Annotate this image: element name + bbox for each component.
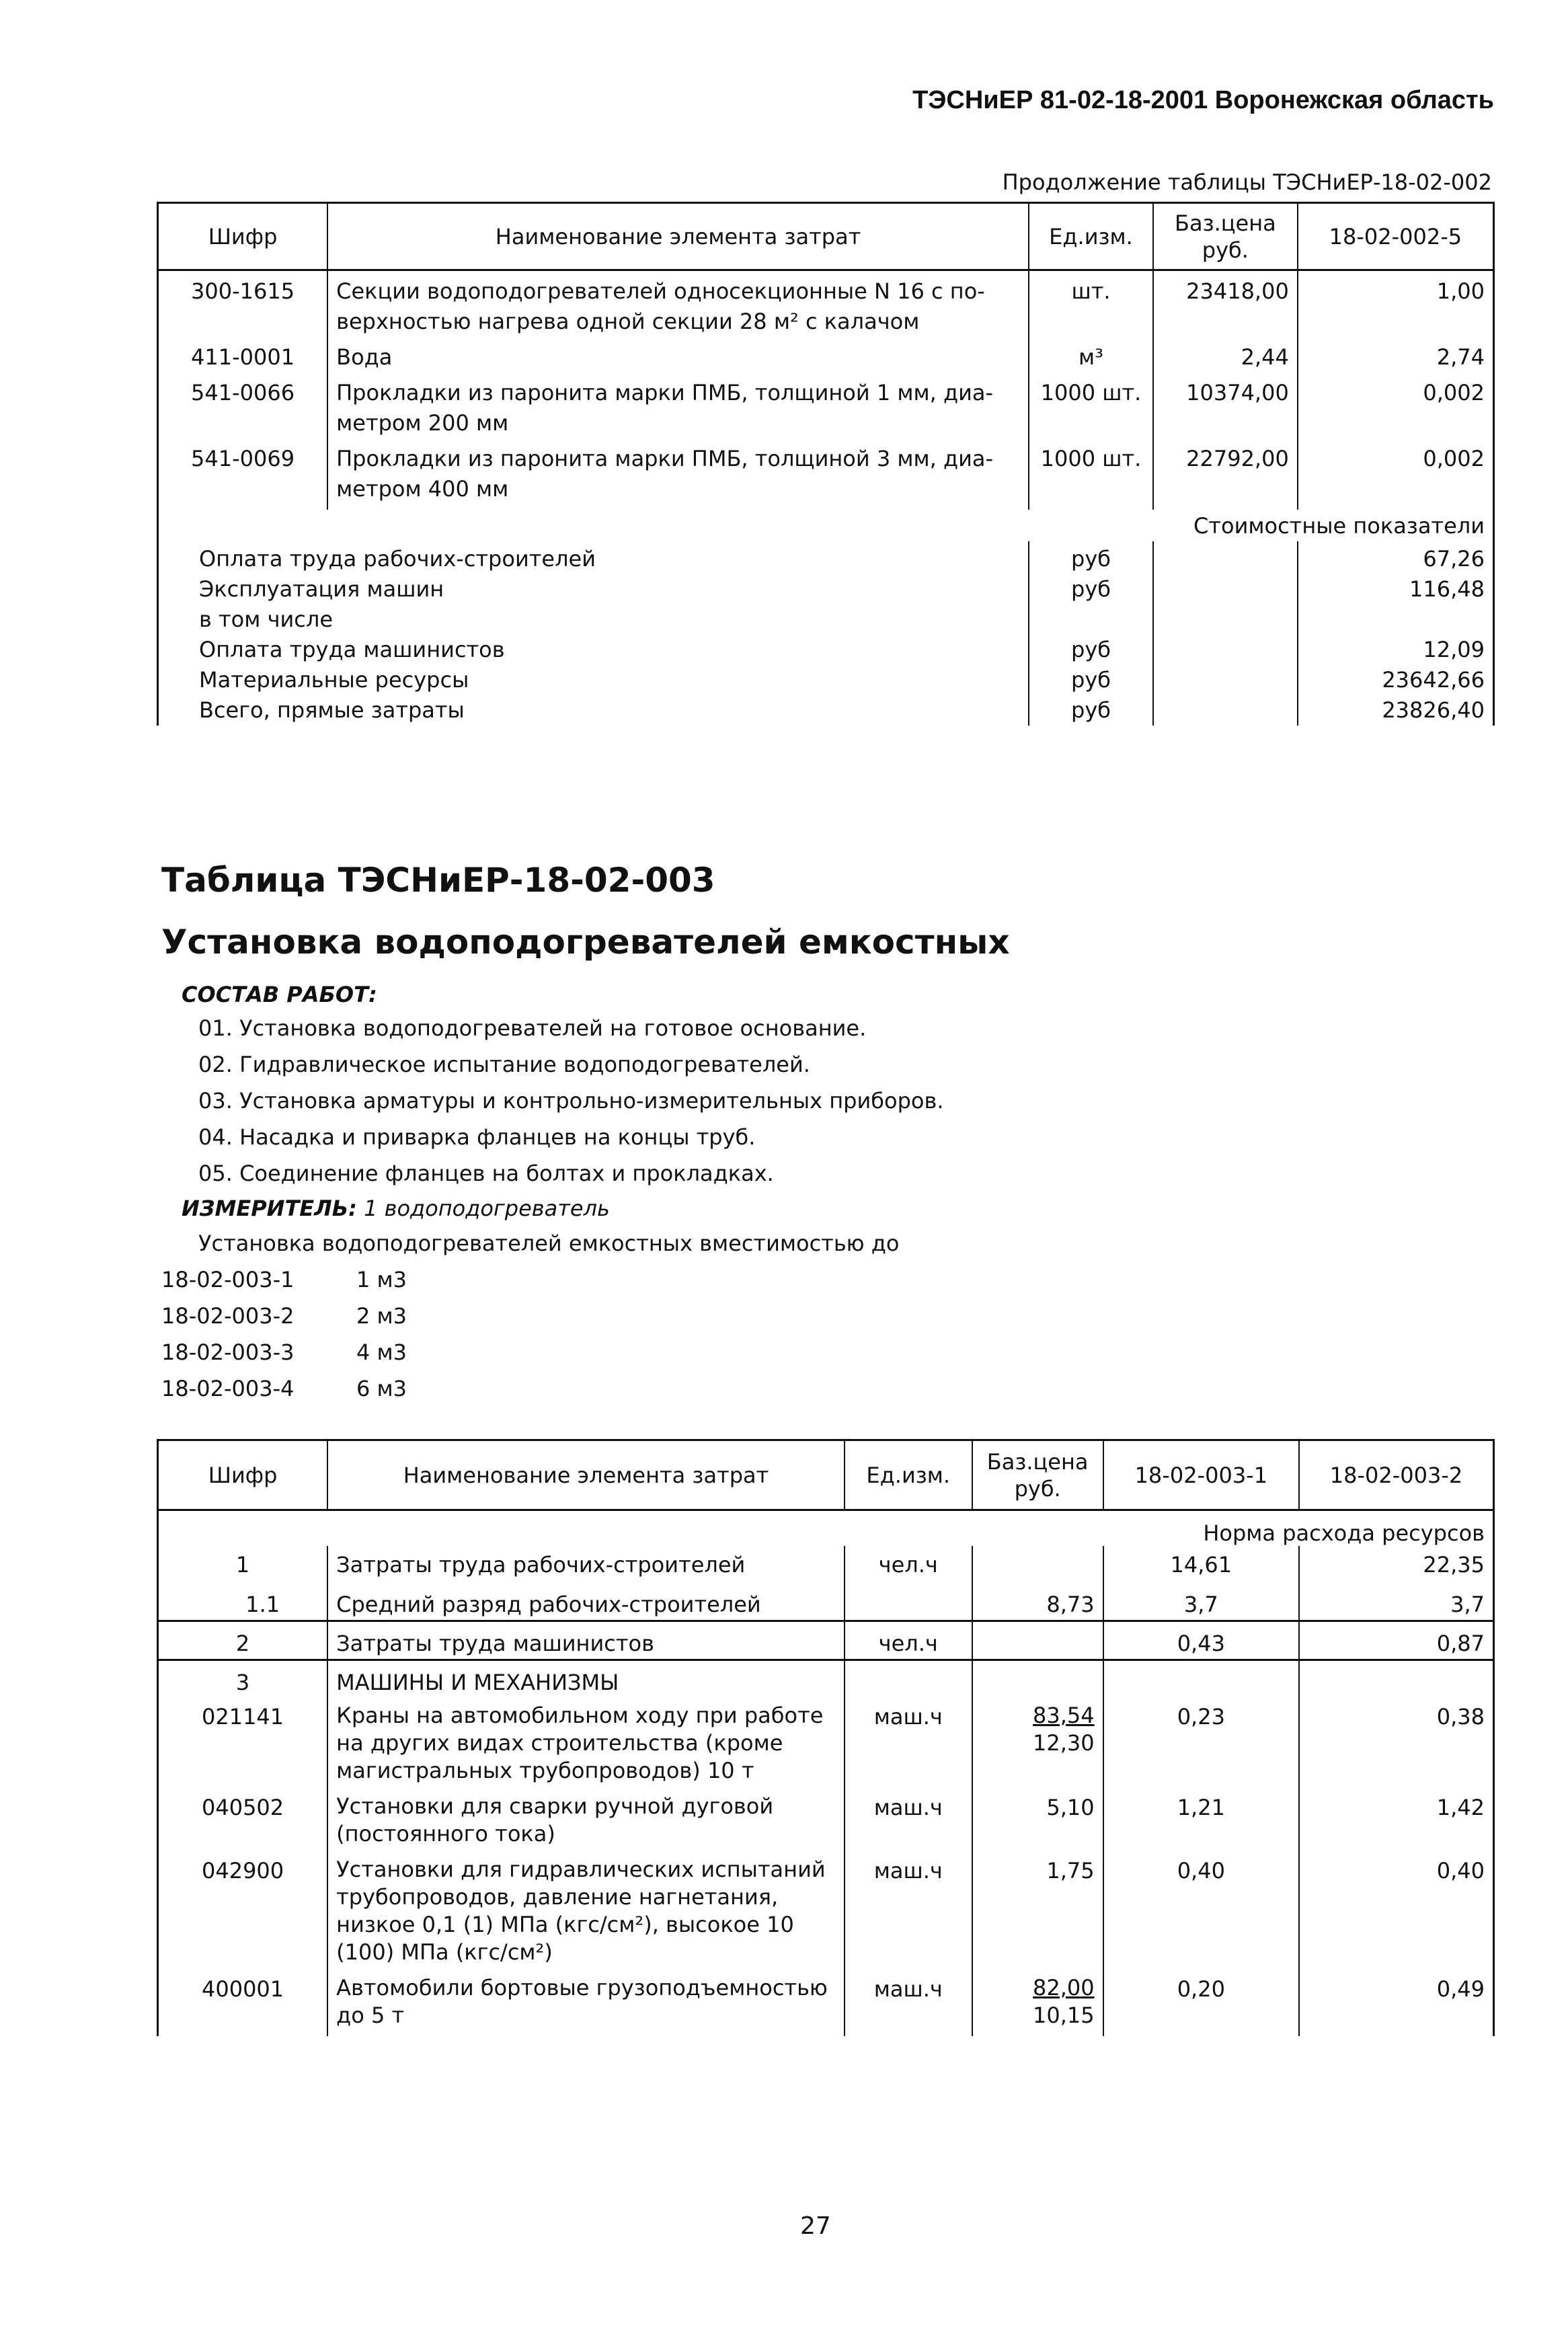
row-price: 5,10 <box>972 1785 1103 1848</box>
work-list <box>198 1010 944 1192</box>
summary-row <box>158 541 1494 574</box>
summary-empty <box>1153 605 1298 635</box>
row-code: 300-1615 <box>158 270 328 338</box>
row-price <box>972 1546 1103 1580</box>
column-header-code: Шифр <box>158 203 328 270</box>
row-name: Затраты труда рабочих-строителей <box>327 1546 845 1580</box>
section-label: Норма расхода ресурсов <box>158 1510 1494 1547</box>
summary-label: Эксплуатация машин <box>158 574 1029 605</box>
row-value-1: 0,40 <box>1103 1848 1299 1966</box>
work-item: 04. Насадка и приварка фланцев на концы труб. <box>198 1124 756 1150</box>
summary-row <box>158 665 1494 695</box>
row-unit: чел.ч <box>845 1621 972 1660</box>
table-title: Таблица ТЭСНиЕР-18-02-003 <box>161 861 715 900</box>
row-unit: маш.ч <box>845 1848 972 1966</box>
row-price <box>972 1660 1103 1699</box>
work-item: 05. Соединение фланцев на болтах и прокладках. <box>198 1161 774 1186</box>
column-header-name: Наименование элемента затрат <box>327 1440 845 1510</box>
row-name: Краны на автомобильном ходу при работе на других видах строительства (кроме магистральных трубопроводов) 10 т <box>327 1698 845 1785</box>
row-price: 2,44 <box>1153 337 1298 373</box>
column-header-price: Баз.цена руб. <box>1153 203 1298 270</box>
row-unit: м³ <box>1029 337 1153 373</box>
row-price: 10374,00 <box>1153 373 1298 438</box>
row-unit <box>845 1580 972 1621</box>
summary-label: в том числе <box>158 605 1029 635</box>
section-row <box>158 510 1494 541</box>
summary-empty <box>1153 665 1298 695</box>
row-unit: шт. <box>1029 270 1153 338</box>
row-code: 3 <box>158 1660 328 1699</box>
row-price: 8,73 <box>972 1580 1103 1621</box>
column-header-variant-2: 18-02-003-2 <box>1299 1440 1493 1510</box>
table-row <box>158 1546 1494 1580</box>
summary-value: 23826,40 <box>1298 695 1494 726</box>
row-value-1 <box>1103 1660 1299 1699</box>
variant-row: 18-02-003-4 6 м3 <box>161 1376 407 1401</box>
table-row <box>158 438 1494 510</box>
summary-empty <box>1153 635 1298 665</box>
row-price: 1,75 <box>972 1848 1103 1966</box>
row-price: 82,00 10,15 <box>972 1966 1103 2036</box>
summary-empty <box>1153 574 1298 605</box>
row-value-2: 22,35 <box>1299 1546 1493 1580</box>
summary-unit: руб <box>1029 695 1153 726</box>
row-price: 83,54 12,30 <box>972 1698 1103 1785</box>
column-header-price: Баз.цена руб. <box>972 1440 1103 1510</box>
row-name: МАШИНЫ И МЕХАНИЗМЫ <box>327 1660 845 1699</box>
row-name: Затраты труда машинистов <box>327 1621 845 1660</box>
work-item: 01. Установка водоподогревателей на готовое основание. <box>198 1015 867 1041</box>
row-value-1: 3,7 <box>1103 1580 1299 1621</box>
summary-unit: руб <box>1029 541 1153 574</box>
summary-unit: руб <box>1029 574 1153 605</box>
row-name: Вода <box>327 337 1029 373</box>
row-code: 541-0069 <box>158 438 328 510</box>
summary-value: 67,26 <box>1298 541 1494 574</box>
table-row <box>158 1966 1494 2036</box>
section-row <box>158 1510 1494 1547</box>
row-unit <box>845 1660 972 1699</box>
column-header-code-value: 18-02-002-5 <box>1298 203 1494 270</box>
table-18-02-002 <box>157 202 1495 726</box>
work-composition-label: СОСТАВ РАБОТ: <box>182 982 377 1007</box>
row-code: 411-0001 <box>158 337 328 373</box>
row-unit: 1000 шт. <box>1029 373 1153 438</box>
summary-label: Всего, прямые затраты <box>158 695 1029 726</box>
work-item: 03. Установка арматуры и контрольно-измерительных приборов. <box>198 1088 944 1114</box>
row-value: 0,002 <box>1298 438 1494 510</box>
row-code: 040502 <box>158 1785 328 1848</box>
summary-value: 12,09 <box>1298 635 1494 665</box>
row-code: 541-0066 <box>158 373 328 438</box>
table-row <box>158 1785 1494 1848</box>
summary-row <box>158 695 1494 726</box>
section-label: Стоимостные показатели <box>158 510 1494 541</box>
table-row <box>158 270 1494 338</box>
variant-row: 18-02-003-1 1 м3 <box>161 1267 407 1292</box>
row-value: 2,74 <box>1298 337 1494 373</box>
row-name: Прокладки из паронита марки ПМБ, толщиной 3 мм, диа- метром 400 мм <box>327 438 1029 510</box>
row-unit: 1000 шт. <box>1029 438 1153 510</box>
summary-value <box>1298 605 1494 635</box>
row-price: 23418,00 <box>1153 270 1298 338</box>
summary-row <box>158 574 1494 605</box>
variant-row: 18-02-003-2 2 м3 <box>161 1303 407 1329</box>
page-number: 27 <box>800 2212 831 2240</box>
row-value: 0,002 <box>1298 373 1494 438</box>
row-value-1: 0,43 <box>1103 1621 1299 1660</box>
table-row <box>158 1848 1494 1966</box>
row-name: Установки для сварки ручной дуговой (постоянного тока) <box>327 1785 845 1848</box>
table-row <box>158 1698 1494 1785</box>
summary-label: Оплата труда рабочих-строителей <box>158 541 1029 574</box>
row-code: 400001 <box>158 1966 328 2036</box>
row-price: 22792,00 <box>1153 438 1298 510</box>
row-value-1: 0,20 <box>1103 1966 1299 2036</box>
column-header-unit: Ед.изм. <box>845 1440 972 1510</box>
row-unit: чел.ч <box>845 1546 972 1580</box>
summary-label: Материальные ресурсы <box>158 665 1029 695</box>
row-value: 1,00 <box>1298 270 1494 338</box>
measure-label: ИЗМЕРИТЕЛЬ: <box>182 1196 357 1221</box>
row-price <box>972 1621 1103 1660</box>
row-value-1: 1,21 <box>1103 1785 1299 1848</box>
summary-label: Оплата труда машинистов <box>158 635 1029 665</box>
measure-value: 1 водоподогреватель <box>364 1196 610 1221</box>
summary-value: 116,48 <box>1298 574 1494 605</box>
row-unit: маш.ч <box>845 1785 972 1848</box>
table-continuation-label: Продолжение таблицы ТЭСНиЕР-18-02-002 <box>1002 169 1492 195</box>
variant-row: 18-02-003-3 4 м3 <box>161 1339 407 1365</box>
summary-unit: руб <box>1029 635 1153 665</box>
row-name: Средний разряд рабочих-строителей <box>327 1580 845 1621</box>
row-value-2: 3,7 <box>1299 1580 1493 1621</box>
summary-row <box>158 605 1494 635</box>
summary-unit <box>1029 605 1153 635</box>
document-header: ТЭСНиЕР 81-02-18-2001 Воронежская область <box>912 86 1494 114</box>
row-value-2: 0,87 <box>1299 1621 1493 1660</box>
row-name: Прокладки из паронита марки ПМБ, толщиной 1 мм, диа- метром 200 мм <box>327 373 1029 438</box>
row-unit: маш.ч <box>845 1966 972 2036</box>
row-value-2 <box>1299 1660 1493 1699</box>
summary-empty <box>1153 695 1298 726</box>
row-code: 042900 <box>158 1848 328 1966</box>
section-subtitle: Установка водоподогревателей емкостных <box>161 923 1010 962</box>
summary-unit: руб <box>1029 665 1153 695</box>
summary-empty <box>1153 541 1298 574</box>
row-value-1: 0,23 <box>1103 1698 1299 1785</box>
summary-row <box>158 635 1494 665</box>
row-value-2: 0,49 <box>1299 1966 1493 2036</box>
row-name: Установки для гидравлических испытаний трубопроводов, давление нагнетания, низкое 0,1 (1) МПа (кгс/см²), высокое 10 (100) МПа (кгс/см²) <box>327 1848 845 1966</box>
row-value-2: 0,38 <box>1299 1698 1493 1785</box>
row-code: 1 <box>158 1546 328 1580</box>
column-header-code: Шифр <box>158 1440 328 1510</box>
row-code: 021141 <box>158 1698 328 1785</box>
row-value-2: 0,40 <box>1299 1848 1493 1966</box>
table-row <box>158 373 1494 438</box>
row-unit: маш.ч <box>845 1698 972 1785</box>
variants-intro: Установка водоподогревателей емкостных вместимостью до <box>198 1231 900 1256</box>
column-header-variant-1: 18-02-003-1 <box>1103 1440 1299 1510</box>
column-header-unit: Ед.изм. <box>1029 203 1153 270</box>
row-value-2: 1,42 <box>1299 1785 1493 1848</box>
table-row <box>158 1621 1494 1660</box>
table-18-02-003 <box>157 1439 1495 2036</box>
row-name: Автомобили бортовые грузоподъемностью до 5 т <box>327 1966 845 2036</box>
row-name: Секции водоподогревателей односекционные N 16 с по- верхностью нагрева одной секции 28 м² с калачом <box>327 270 1029 338</box>
table-row <box>158 1580 1494 1621</box>
row-code: 2 <box>158 1621 328 1660</box>
work-item: 02. Гидравлическое испытание водоподогревателей. <box>198 1052 810 1077</box>
row-code: 1.1 <box>158 1580 328 1621</box>
measure-line <box>182 1190 610 1227</box>
table-row <box>158 337 1494 373</box>
column-header-name: Наименование элемента затрат <box>327 203 1029 270</box>
table-row <box>158 1660 1494 1699</box>
variants-list <box>161 1261 407 1407</box>
summary-value: 23642,66 <box>1298 665 1494 695</box>
row-value-1: 14,61 <box>1103 1546 1299 1580</box>
